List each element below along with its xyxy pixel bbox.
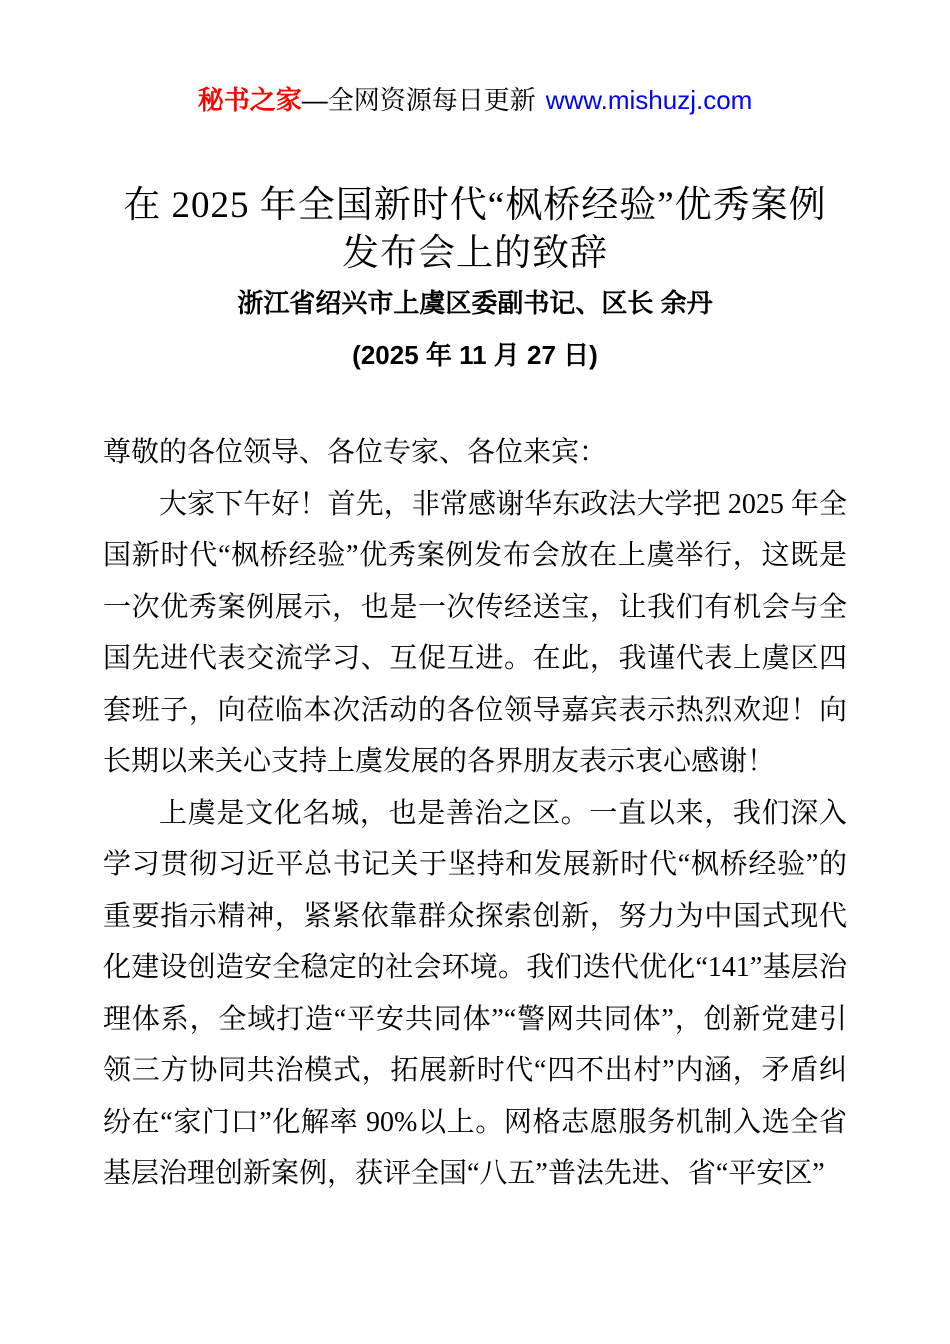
document-body [103, 427, 847, 1200]
document-title-line-2: 发布会上的致辞 [342, 233, 608, 274]
document-title-line-1: 在 2025 年全国新时代“枫桥经验”优秀案例 [123, 185, 827, 226]
document-title [0, 182, 950, 278]
author-byline: 浙江省绍兴市上虞区委副书记、区长 余丹 [237, 288, 713, 318]
header-separator: — [301, 85, 328, 115]
site-url-link[interactable]: www.mishuzj.com [545, 85, 753, 115]
site-header [0, 84, 950, 116]
salutation-paragraph: 尊敬的各位领导、各位专家、各位来宾： [103, 437, 608, 468]
date-line: (2025 年 11 月 27 日) [352, 340, 598, 370]
body-paragraph-1: 大家下午好！首先，非常感谢华东政法大学把 2025 年全国新时代“枫桥经验”优秀案例发布会放在上虞举行，这既是一次优秀案例展示，也是一次传经送宝，让我们有机会与全国先进代表交流学习、互促互进。在此，我谨代表上虞区四套班子，向莅临本次活动的各位领导嘉宾表示热烈欢迎！向长期以来关心支持上虞发展的各界朋友表示衷心感谢！ [103, 488, 847, 777]
site-brand: 秘书之家 [197, 85, 302, 115]
site-tagline: 全网资源每日更新 [327, 85, 536, 115]
body-paragraph-2: 上虞是文化名城，也是善治之区。一直以来，我们深入学习贯彻习近平总书记关于坚持和发展新时代“枫桥经验”的重要指示精神，紧紧依靠群众探索创新，努力为中国式现代化建设创造安全稳定的社会环境。我们迭代优化“141”基层治理体系，全域打造“平安共同体”“警网共同体”，创新党建引领三方协同共治模式，拓展新时代“四不出村”内涵，矛盾纠纷在“家门口”化解率 90%以上。网格志愿服务机制入选全省基层治理创新案例，获评全国“八五”普法先进、省“平安区” [103, 797, 847, 1189]
